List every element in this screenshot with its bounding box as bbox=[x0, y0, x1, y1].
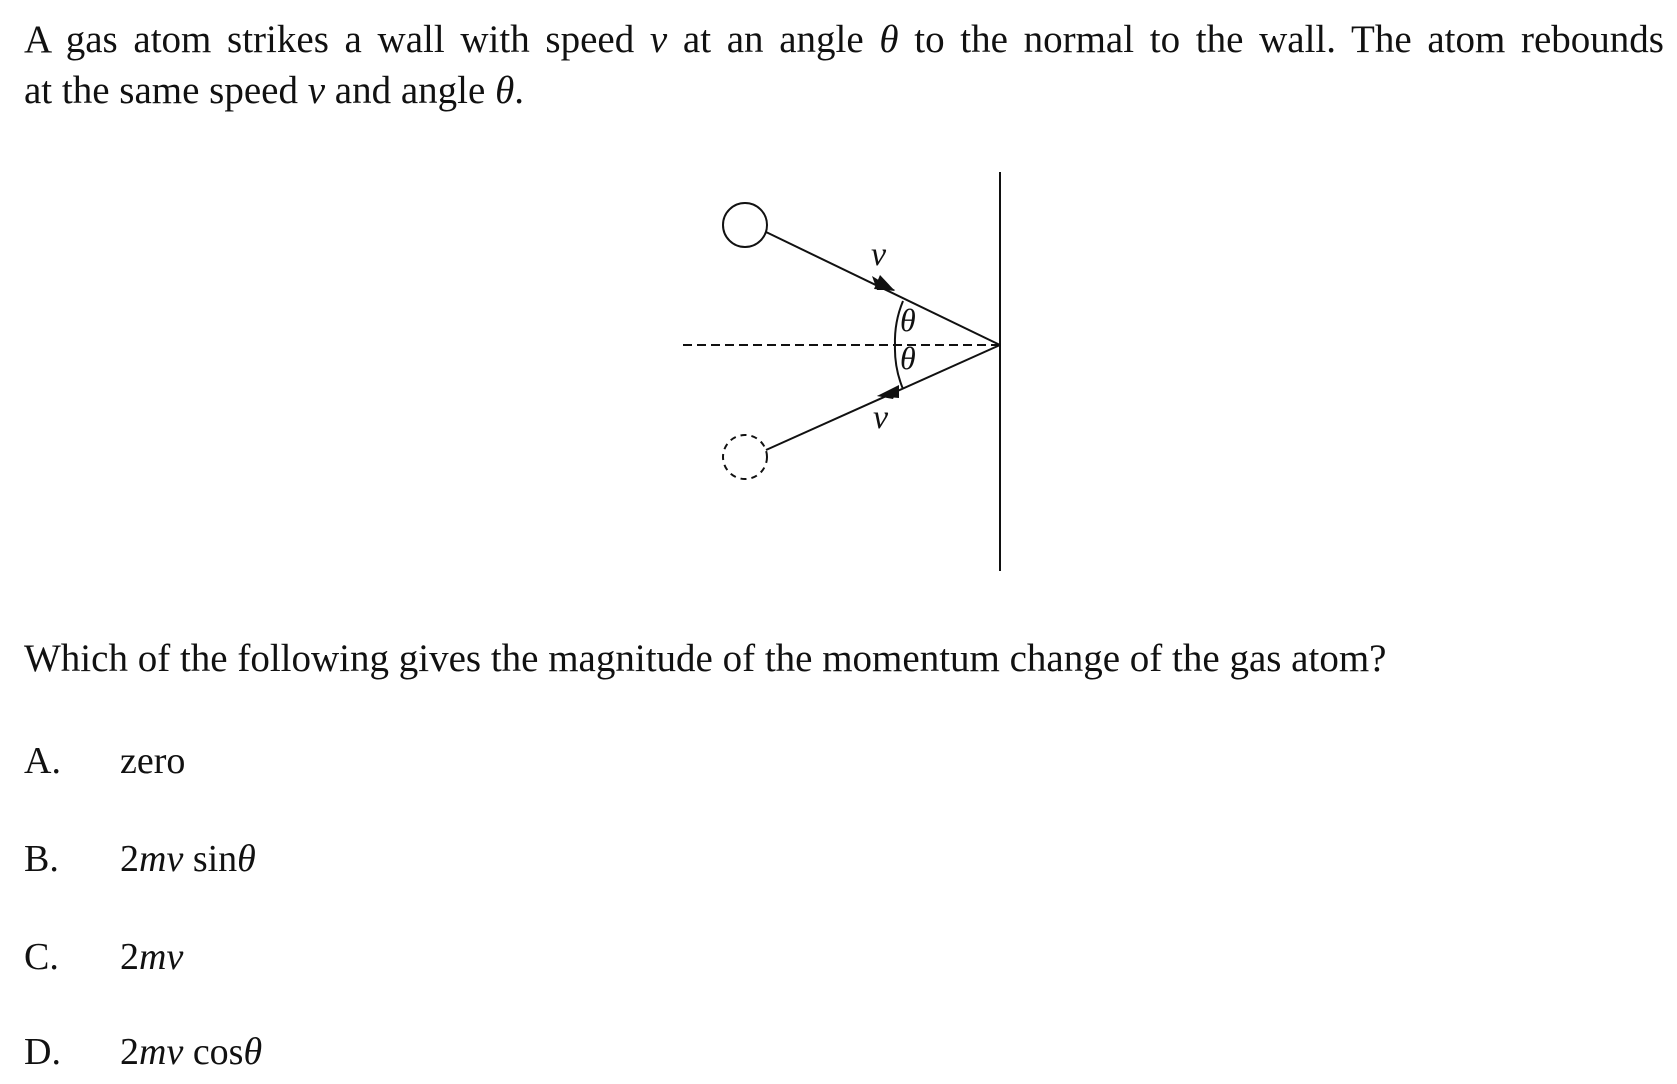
answer-variables: mv bbox=[139, 1031, 184, 1073]
stem-text: at an angle bbox=[667, 18, 880, 61]
answer-function: sin bbox=[192, 838, 238, 880]
answer-coefficient: 2 bbox=[120, 838, 139, 880]
answer-angle: θ bbox=[237, 838, 256, 880]
answer-angle: θ bbox=[243, 1031, 263, 1073]
option-answer bbox=[120, 738, 185, 784]
incoming-atom bbox=[723, 203, 767, 247]
answer-function: cos bbox=[192, 1031, 244, 1073]
option-answer bbox=[120, 1029, 262, 1075]
stem-text: and angle bbox=[325, 69, 496, 112]
speed-symbol: v bbox=[649, 18, 668, 61]
option-answer bbox=[120, 934, 183, 980]
answer-text: zero bbox=[120, 740, 186, 782]
stem-text: . bbox=[514, 69, 524, 112]
stem-text: to the normal to the wall. The atom rebounds bbox=[898, 18, 1664, 61]
option-letter: C. bbox=[24, 936, 59, 978]
outgoing-arrowhead-fill bbox=[877, 385, 899, 398]
option-letter: B. bbox=[24, 838, 59, 880]
option-letter: A. bbox=[24, 740, 61, 782]
option-letter: D. bbox=[24, 1031, 61, 1073]
angle-symbol: θ bbox=[495, 69, 515, 112]
stem-text: A gas atom strikes a wall with speed bbox=[24, 18, 650, 61]
rebound-atom bbox=[723, 435, 767, 479]
option-answer bbox=[120, 836, 256, 882]
answer-coefficient: 2 bbox=[120, 936, 139, 978]
answer-variables: mv bbox=[139, 838, 184, 880]
angle-symbol: θ bbox=[879, 18, 899, 61]
outgoing-speed-label: v bbox=[873, 399, 889, 436]
incident-angle-label: θ bbox=[900, 302, 916, 338]
question-text: Which of the following gives the magnitude of the momentum change of the gas atom? bbox=[24, 637, 1387, 680]
speed-symbol: v bbox=[307, 69, 326, 112]
answer-variables: mv bbox=[139, 936, 184, 978]
incoming-arrowhead-fill bbox=[874, 275, 895, 291]
incoming-speed-label: v bbox=[871, 236, 887, 273]
reflected-angle-label: θ bbox=[900, 340, 916, 376]
answer-coefficient: 2 bbox=[120, 1031, 139, 1073]
stem-text: at the same speed bbox=[24, 69, 308, 112]
